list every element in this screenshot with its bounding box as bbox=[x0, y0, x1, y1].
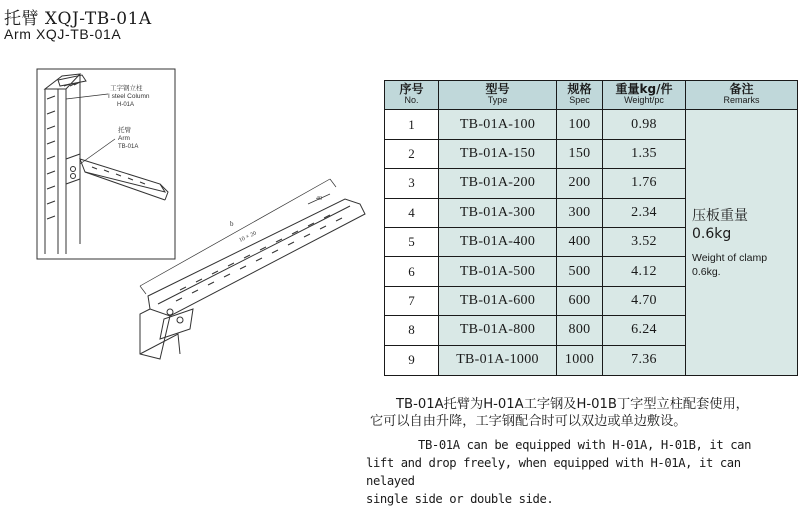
description-en-line1: TB-01A can be equipped with H-01A, H-01B, it can bbox=[418, 438, 751, 452]
cell-no: 5 bbox=[385, 227, 439, 256]
description-zh-line2: 它可以自由升降，工字钢配合时可以双边或单边敷设。 bbox=[370, 414, 687, 429]
remarks-zh: 压板重量0.6kg bbox=[692, 207, 748, 242]
cell-type: TB-01A-100 bbox=[439, 110, 557, 139]
cell-no: 4 bbox=[385, 198, 439, 227]
header-type: 型号 Type bbox=[439, 81, 557, 110]
cell-weight: 2.34 bbox=[603, 198, 686, 227]
cell-spec: 200 bbox=[557, 169, 603, 198]
cell-weight: 1.35 bbox=[603, 139, 686, 168]
dimension-lines bbox=[140, 179, 336, 294]
cell-spec: 100 bbox=[557, 110, 603, 139]
cell-no: 9 bbox=[385, 345, 439, 375]
cell-no: 8 bbox=[385, 316, 439, 345]
cell-spec: 600 bbox=[557, 286, 603, 315]
cell-spec: 400 bbox=[557, 227, 603, 256]
description-zh bbox=[370, 396, 795, 430]
description-en-line3: single side or double side. bbox=[366, 492, 554, 506]
table-row bbox=[385, 110, 798, 139]
label-arm-en: Arm bbox=[118, 135, 130, 142]
cell-no: 6 bbox=[385, 257, 439, 286]
dim-pitch: 40 bbox=[316, 196, 322, 202]
header-weight: 重量kg/件 Weight/pc bbox=[603, 81, 686, 110]
cell-no: 1 bbox=[385, 110, 439, 139]
cell-type: TB-01A-200 bbox=[439, 169, 557, 198]
cell-type: TB-01A-800 bbox=[439, 316, 557, 345]
cell-no: 7 bbox=[385, 286, 439, 315]
page-title-zh: 托臂 XQJ-TB-01A bbox=[4, 9, 152, 29]
cell-weight: 3.52 bbox=[603, 227, 686, 256]
arm-detail-sketch bbox=[66, 154, 168, 200]
cell-weight: 0.98 bbox=[603, 110, 686, 139]
cell-weight: 1.76 bbox=[603, 169, 686, 198]
remarks-cell bbox=[686, 110, 798, 376]
label-arm-code: TB-01A bbox=[118, 144, 139, 150]
cell-spec: 800 bbox=[557, 316, 603, 345]
spec-table bbox=[384, 80, 798, 376]
cell-type: TB-01A-500 bbox=[439, 257, 557, 286]
cell-weight: 6.24 bbox=[603, 316, 686, 345]
dim-length: b bbox=[230, 220, 234, 228]
description-en-line2: lift and drop freely, when equipped with H-01A, it can nelayed bbox=[366, 456, 741, 488]
cell-type: TB-01A-600 bbox=[439, 286, 557, 315]
cell-spec: 150 bbox=[557, 139, 603, 168]
header-spec: 规格 Spec bbox=[557, 81, 603, 110]
label-arm-zh: 托臂 bbox=[118, 126, 131, 134]
remarks-en: Weight of clamp 0.6kg. bbox=[692, 251, 768, 278]
arm-drawing bbox=[0, 54, 390, 384]
header-remarks: 备注 Remarks bbox=[686, 81, 798, 110]
cell-no: 3 bbox=[385, 169, 439, 198]
cell-type: TB-01A-150 bbox=[439, 139, 557, 168]
description-zh-line1: TB-01A托臂为H-01A工字钢及H-01B丁字型立柱配套使用， bbox=[396, 397, 749, 412]
detail-leaders bbox=[66, 94, 115, 164]
cell-type: TB-01A-400 bbox=[439, 227, 557, 256]
description-en bbox=[366, 436, 791, 508]
cell-weight: 4.12 bbox=[603, 257, 686, 286]
cell-weight: 7.36 bbox=[603, 345, 686, 375]
cell-spec: 500 bbox=[557, 257, 603, 286]
dim-slot: 10 × 20 bbox=[238, 230, 258, 244]
header-no: 序号 No. bbox=[385, 81, 439, 110]
label-column-zh: 工字钢立柱 bbox=[110, 84, 143, 92]
cell-type: TB-01A-1000 bbox=[439, 345, 557, 375]
cell-spec: 1000 bbox=[557, 345, 603, 375]
cell-no: 2 bbox=[385, 139, 439, 168]
page-title-en: Arm XQJ-TB-01A bbox=[4, 26, 122, 42]
table-header-row bbox=[385, 81, 798, 110]
cell-spec: 300 bbox=[557, 198, 603, 227]
label-column-code: H-01A bbox=[117, 102, 135, 108]
cell-type: TB-01A-300 bbox=[439, 198, 557, 227]
label-column-en: I steel Column bbox=[108, 93, 150, 100]
cell-weight: 4.70 bbox=[603, 286, 686, 315]
